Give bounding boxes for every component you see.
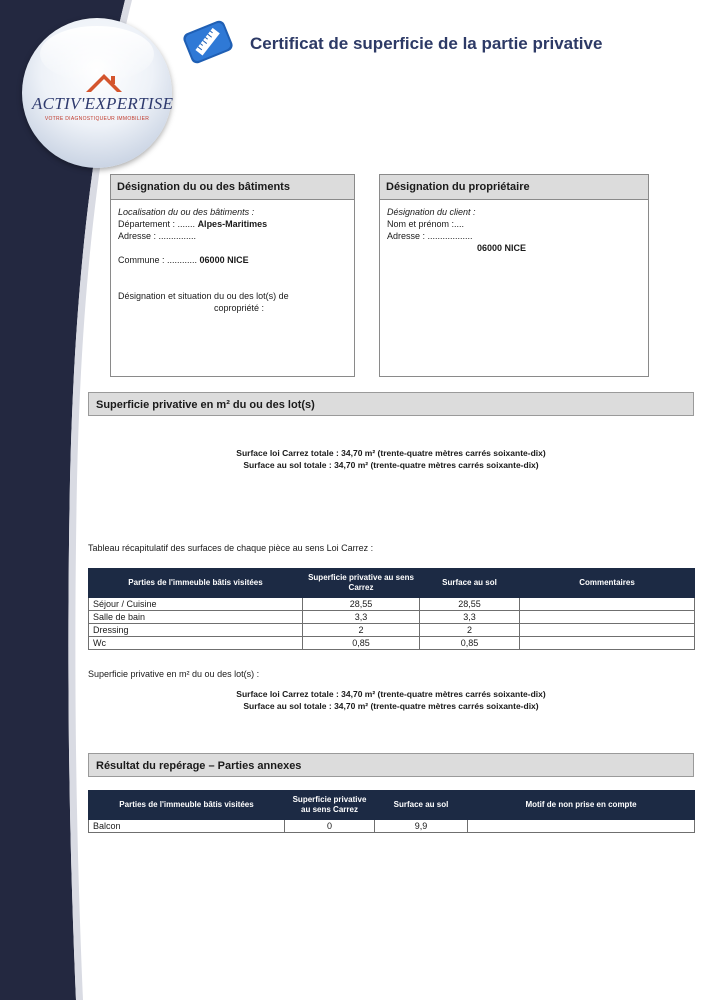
room-ground: 28,55 [420, 598, 520, 611]
address-label: Adresse : ............... [118, 231, 197, 241]
building-box-heading: Désignation du ou des bâtiments [111, 175, 354, 200]
page-title: Certificat de superficie de la partie privative [250, 34, 603, 53]
room-name: Dressing [89, 624, 303, 637]
room-carrez: 2 [303, 624, 420, 637]
table-row [89, 624, 695, 637]
carrez-total-repeat: Surface loi Carrez totale : 34,70 m² (trente-quatre mètres carrés soixante-dix) [236, 689, 546, 699]
table-row [89, 637, 695, 650]
ground-total-repeat: Surface au sol totale : 34,70 m² (trente-quatre mètres carrés soixante-dix) [243, 701, 539, 711]
table-row [89, 820, 695, 833]
rooms-col-header: Parties de l'immeuble bâtis visitées [89, 569, 303, 598]
room-carrez: 3,3 [303, 611, 420, 624]
room-carrez: 0,85 [303, 637, 420, 650]
owner-designation-box [379, 174, 649, 377]
annexes-table [88, 790, 695, 833]
rooms-table [88, 568, 695, 650]
commune-line [118, 254, 347, 266]
annex-ground: 9,9 [375, 820, 468, 833]
annex-reason [468, 820, 695, 833]
rooms-col-header: Superficie privative au sens Carrez [303, 569, 420, 598]
department-value: Alpes-Maritimes [197, 219, 268, 229]
surface-section-heading: Superficie privative en m² du ou des lot(s) [88, 392, 694, 416]
rooms-col-header: Surface au sol [420, 569, 520, 598]
client-label: Désignation du client : [387, 207, 476, 217]
room-name: Salle de bain [89, 611, 303, 624]
room-carrez: 28,55 [303, 598, 420, 611]
lot-label-line1: Désignation et situation du ou des lot(s) de [118, 291, 289, 301]
carrez-total: Surface loi Carrez totale : 34,70 m² (trente-quatre mètres carrés soixante-dix) [236, 448, 546, 458]
room-comment [520, 598, 695, 611]
name-label: Nom et prénom :.... [387, 219, 465, 229]
department-line [118, 218, 347, 230]
logo-tagline: VOTRE DIAGNOSTIQUEUR IMMOBILIER [44, 116, 150, 122]
room-ground: 3,3 [420, 611, 520, 624]
commune-value: 06000 NICE [199, 255, 249, 265]
department-label: Département : ....... [118, 219, 196, 229]
room-ground: 2 [420, 624, 520, 637]
company-logo [22, 18, 172, 168]
owner-city-value: 06000 NICE [477, 243, 527, 253]
room-comment [520, 637, 695, 650]
house-roof-icon [84, 70, 124, 94]
recap-label: Tableau récapitulatif des surfaces de chaque pièce au sens Loi Carrez : [88, 543, 374, 553]
annexes-col-header: Surface au sol [375, 791, 468, 820]
rooms-table-header [89, 569, 695, 598]
commune-label: Commune : ............ [118, 255, 198, 265]
rooms-col-header: Commentaires [520, 569, 695, 598]
owner-box-heading: Désignation du propriétaire [380, 175, 648, 200]
annexes-section-heading: Résultat du repérage – Parties annexes [88, 753, 694, 777]
logo-text: ACTIV'EXPERTISE [32, 94, 174, 113]
table-row [89, 611, 695, 624]
room-ground: 0,85 [420, 637, 520, 650]
building-designation-box [110, 174, 355, 377]
annexes-col-header: Superficie privative au sens Carrez [285, 791, 375, 820]
annex-carrez: 0 [285, 820, 375, 833]
owner-address-label: Adresse : .................. [387, 231, 473, 241]
measuring-tape-icon [178, 18, 238, 66]
table-row [89, 598, 695, 611]
after-table-totals [88, 688, 694, 712]
annexes-col-header: Motif de non prise en compte [468, 791, 695, 820]
ground-total: Surface au sol totale : 34,70 m² (trente-quatre mètres carrés soixante-dix) [243, 460, 539, 470]
location-label: Localisation du ou des bâtiments : [118, 207, 255, 217]
after-table-label: Superficie privative en m² du ou des lot(s) : [88, 669, 260, 679]
annexes-table-header [89, 791, 695, 820]
room-comment [520, 611, 695, 624]
room-name: Séjour / Cuisine [89, 598, 303, 611]
annexes-col-header: Parties de l'immeuble bâtis visitées [89, 791, 285, 820]
annex-name: Balcon [89, 820, 285, 833]
room-name: Wc [89, 637, 303, 650]
surface-totals [88, 447, 694, 471]
lot-label-line2: copropriété : [214, 303, 265, 313]
room-comment [520, 624, 695, 637]
